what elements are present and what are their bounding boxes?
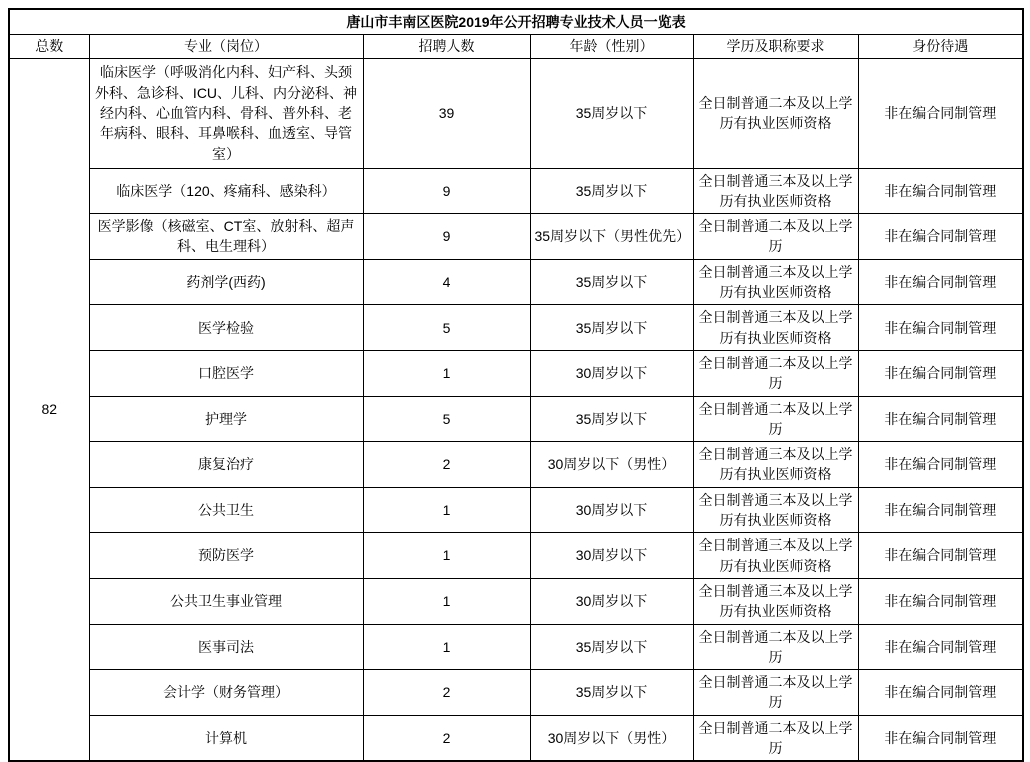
age-cell: 30周岁以下 bbox=[530, 350, 693, 396]
requirement-cell: 全日制普通三本及以上学历有执业医师资格 bbox=[693, 487, 858, 533]
count-cell: 39 bbox=[363, 58, 530, 168]
requirement-cell: 全日制普通三本及以上学历有执业医师资格 bbox=[693, 578, 858, 624]
header-age: 年龄（性别） bbox=[530, 35, 693, 58]
age-cell: 30周岁以下（男性） bbox=[530, 442, 693, 488]
major-cell: 康复治疗 bbox=[89, 442, 363, 488]
major-cell: 临床医学（呼吸消化内科、妇产科、头颈外科、急诊科、ICU、儿科、内分泌科、神经内科、心血管内科、骨科、普外科、老年病科、眼科、耳鼻喉科、血透室、导管室） bbox=[89, 58, 363, 168]
treatment-cell: 非在编合同制管理 bbox=[858, 259, 1023, 305]
header-count: 招聘人数 bbox=[363, 35, 530, 58]
requirement-cell: 全日制普通二本及以上学历有执业医师资格 bbox=[693, 58, 858, 168]
age-cell: 35周岁以下（男性优先） bbox=[530, 214, 693, 260]
table-row bbox=[9, 670, 1023, 716]
requirement-cell: 全日制普通二本及以上学历 bbox=[693, 670, 858, 716]
requirement-cell: 全日制普通三本及以上学历有执业医师资格 bbox=[693, 259, 858, 305]
table-title: 唐山市丰南区医院2019年公开招聘专业技术人员一览表 bbox=[9, 9, 1023, 35]
major-cell: 口腔医学 bbox=[89, 350, 363, 396]
requirement-cell: 全日制普通二本及以上学历 bbox=[693, 715, 858, 761]
count-cell: 1 bbox=[363, 578, 530, 624]
table-body bbox=[9, 58, 1023, 761]
table-row bbox=[9, 533, 1023, 579]
treatment-cell: 非在编合同制管理 bbox=[858, 396, 1023, 442]
count-cell: 2 bbox=[363, 670, 530, 716]
count-cell: 9 bbox=[363, 168, 530, 214]
major-cell: 医事司法 bbox=[89, 624, 363, 670]
age-cell: 35周岁以下 bbox=[530, 168, 693, 214]
requirement-cell: 全日制普通二本及以上学历 bbox=[693, 396, 858, 442]
header-major: 专业（岗位） bbox=[89, 35, 363, 58]
treatment-cell: 非在编合同制管理 bbox=[858, 305, 1023, 351]
table-row bbox=[9, 396, 1023, 442]
major-cell: 预防医学 bbox=[89, 533, 363, 579]
title-row bbox=[9, 9, 1023, 35]
age-cell: 30周岁以下 bbox=[530, 578, 693, 624]
treatment-cell: 非在编合同制管理 bbox=[858, 214, 1023, 260]
header-requirement: 学历及职称要求 bbox=[693, 35, 858, 58]
treatment-cell: 非在编合同制管理 bbox=[858, 670, 1023, 716]
requirement-cell: 全日制普通二本及以上学历 bbox=[693, 350, 858, 396]
major-cell: 公共卫生事业管理 bbox=[89, 578, 363, 624]
age-cell: 35周岁以下 bbox=[530, 259, 693, 305]
count-cell: 4 bbox=[363, 259, 530, 305]
major-cell: 公共卫生 bbox=[89, 487, 363, 533]
count-cell: 2 bbox=[363, 715, 530, 761]
age-cell: 35周岁以下 bbox=[530, 396, 693, 442]
age-cell: 35周岁以下 bbox=[530, 670, 693, 716]
age-cell: 35周岁以下 bbox=[530, 624, 693, 670]
requirement-cell: 全日制普通三本及以上学历有执业医师资格 bbox=[693, 305, 858, 351]
count-cell: 5 bbox=[363, 396, 530, 442]
table-row bbox=[9, 305, 1023, 351]
age-cell: 30周岁以下 bbox=[530, 487, 693, 533]
treatment-cell: 非在编合同制管理 bbox=[858, 624, 1023, 670]
recruitment-table bbox=[8, 8, 1024, 762]
age-cell: 30周岁以下 bbox=[530, 533, 693, 579]
treatment-cell: 非在编合同制管理 bbox=[858, 715, 1023, 761]
requirement-cell: 全日制普通三本及以上学历有执业医师资格 bbox=[693, 533, 858, 579]
treatment-cell: 非在编合同制管理 bbox=[858, 578, 1023, 624]
treatment-cell: 非在编合同制管理 bbox=[858, 168, 1023, 214]
major-cell: 会计学（财务管理） bbox=[89, 670, 363, 716]
treatment-cell: 非在编合同制管理 bbox=[858, 58, 1023, 168]
major-cell: 医学检验 bbox=[89, 305, 363, 351]
count-cell: 1 bbox=[363, 487, 530, 533]
table-row bbox=[9, 715, 1023, 761]
requirement-cell: 全日制普通二本及以上学历 bbox=[693, 624, 858, 670]
table-row bbox=[9, 624, 1023, 670]
table-row bbox=[9, 214, 1023, 260]
treatment-cell: 非在编合同制管理 bbox=[858, 350, 1023, 396]
total-count-cell: 82 bbox=[9, 58, 89, 761]
table-row bbox=[9, 259, 1023, 305]
major-cell: 药剂学(西药) bbox=[89, 259, 363, 305]
table-row bbox=[9, 168, 1023, 214]
count-cell: 1 bbox=[363, 533, 530, 579]
count-cell: 1 bbox=[363, 350, 530, 396]
age-cell: 35周岁以下 bbox=[530, 58, 693, 168]
age-cell: 35周岁以下 bbox=[530, 305, 693, 351]
major-cell: 临床医学（120、疼痛科、感染科） bbox=[89, 168, 363, 214]
count-cell: 9 bbox=[363, 214, 530, 260]
age-cell: 30周岁以下（男性） bbox=[530, 715, 693, 761]
header-treatment: 身份待遇 bbox=[858, 35, 1023, 58]
table-row bbox=[9, 578, 1023, 624]
requirement-cell: 全日制普通三本及以上学历有执业医师资格 bbox=[693, 168, 858, 214]
requirement-cell: 全日制普通二本及以上学历 bbox=[693, 214, 858, 260]
treatment-cell: 非在编合同制管理 bbox=[858, 442, 1023, 488]
treatment-cell: 非在编合同制管理 bbox=[858, 487, 1023, 533]
table-row bbox=[9, 487, 1023, 533]
major-cell: 医学影像（核磁室、CT室、放射科、超声科、电生理科） bbox=[89, 214, 363, 260]
count-cell: 1 bbox=[363, 624, 530, 670]
major-cell: 计算机 bbox=[89, 715, 363, 761]
major-cell: 护理学 bbox=[89, 396, 363, 442]
header-row bbox=[9, 35, 1023, 58]
treatment-cell: 非在编合同制管理 bbox=[858, 533, 1023, 579]
requirement-cell: 全日制普通三本及以上学历有执业医师资格 bbox=[693, 442, 858, 488]
table-row bbox=[9, 58, 1023, 168]
count-cell: 2 bbox=[363, 442, 530, 488]
table-row bbox=[9, 442, 1023, 488]
table-row bbox=[9, 350, 1023, 396]
count-cell: 5 bbox=[363, 305, 530, 351]
header-total: 总数 bbox=[9, 35, 89, 58]
